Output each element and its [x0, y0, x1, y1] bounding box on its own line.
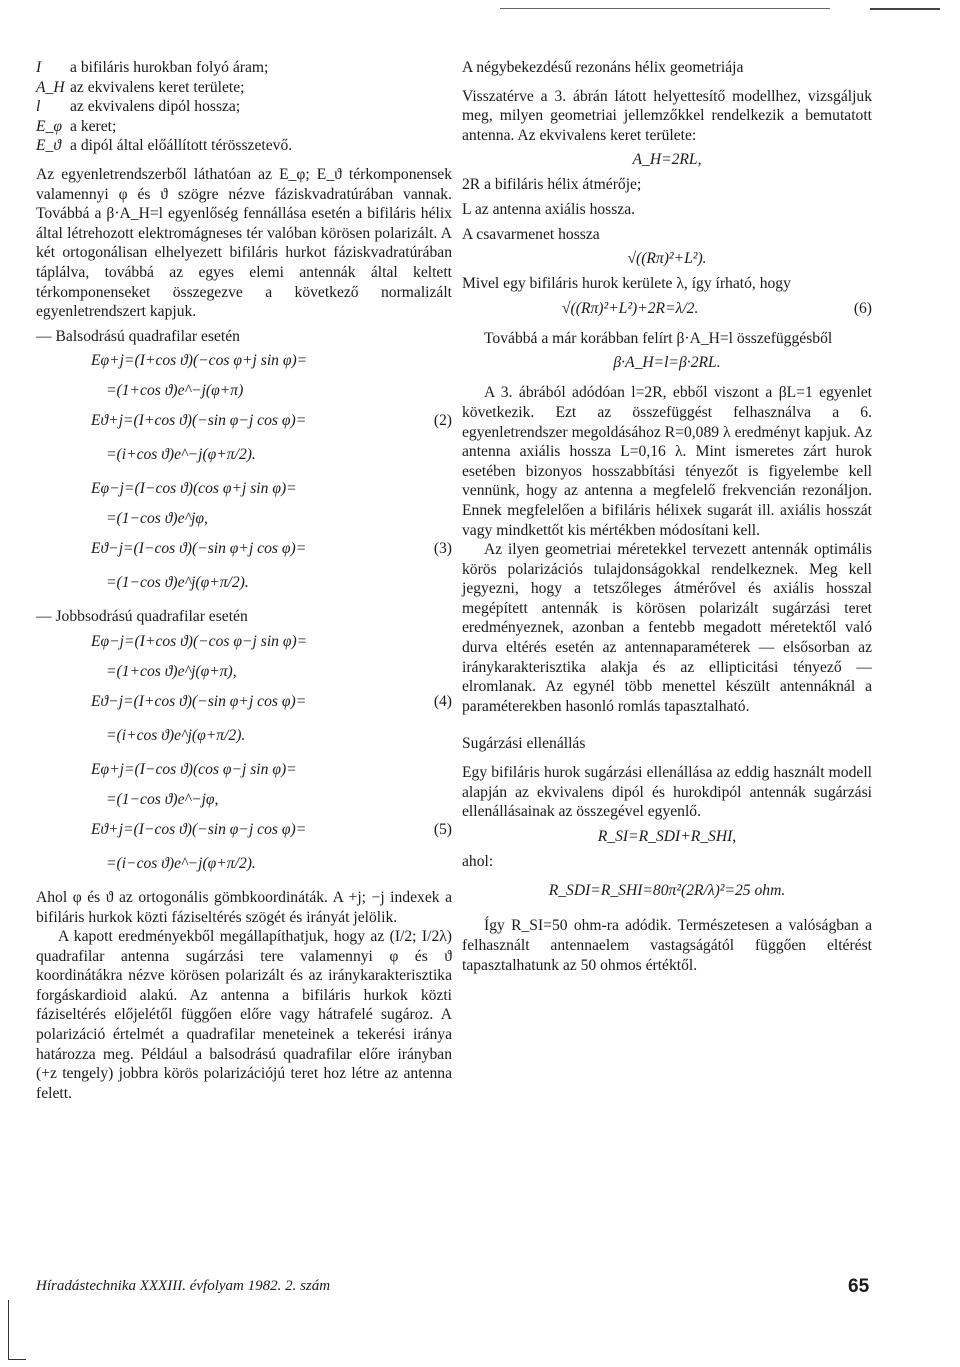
equation: =(1−cos ϑ)e^−jφ,: [106, 790, 219, 808]
crop-mark: [8, 1359, 26, 1360]
paragraph: Mivel egy bifiláris hurok kerülete λ, így írható, hogy: [462, 275, 791, 293]
symbol-row: [36, 78, 452, 98]
symbol-desc: az ekvivalens dipól hossza;: [70, 98, 241, 116]
paragraph: A 3. ábrából adódóan l=2R, ebből viszont a βL=1 egyenlet következik. Ezt az összefüggést felhasználva a 6. egyenletrendszer megoldásához R=0,089 λ eredményt kapjuk. Az antenna axiális hossza L=0,16 λ. Mint ismeretes zárt hurok esetében bizonyos hosszabbítási tényezőt is figyelembe kell vennünk, hogy az antenna a megfelelő frekvencián rezonáljon. Ennek megfelelően a bifiláris hélixek sugarát ill. axiális hosszát vagy mindkettőt kis mértékben módosítani kell.: [462, 384, 872, 539]
left-column: [36, 58, 452, 1103]
equation: Eφ+j=(I+cos ϑ)(−cos φ+j sin φ)=: [91, 352, 308, 370]
equation-number: (4): [433, 692, 452, 710]
symbol-desc: a dipól által előállított térösszetevő.: [70, 137, 293, 155]
symbol: l: [36, 98, 41, 116]
symbol: E_φ: [36, 117, 62, 135]
equation: =(1−cos ϑ)e^jφ,: [106, 510, 208, 528]
equation-number: (5): [433, 820, 452, 838]
paragraph: Az egyenletrendszerből láthatóan az E_φ; E_ϑ térkomponensek valamennyi φ és ϑ szögre nézve fáziskvadratúrában vannak. Továbbá a β·A_H=l egyenlőség fennállása esetén a bifiláris hélix által létrehozott elektromágneses tér valóban körösen polarizált. A két ortogonálisan elhelyezett bifiláris hurkot fáziskvadratúrában táplálva, továbbá az egyes elemi antennák által keltett térkomponenseket összegezve a következő normalizált egyenletrendszert kapjuk.: [36, 165, 452, 321]
paragraph: Így R_SI=50 ohm-ra adódik. Természetesen a valóságban a felhasznált antennaelem vastagságától függően eltérést tapasztalhatunk az 50 ohmos értéktől.: [462, 917, 872, 974]
symbol-desc: az ekvivalens keret területe;: [70, 78, 245, 96]
symbol-row: [36, 58, 452, 78]
subheading: — Jobbsodrású quadrafilar esetén: [36, 608, 248, 626]
equation: =(1+cos ϑ)e^−j(φ+π): [106, 382, 244, 400]
paragraph: A kapott eredményekből megállapíthatjuk, hogy az (I/2; I/2λ) quadrafilar antenna sugárzási tere valamennyi φ és ϑ koordinátákra nézve körösen polarizált és az iránykarakterisztika forgáskardioid alakú. Az antenna a bifiláris hurkok közti fáziseltérés előjelétől függően előre vagy hátrafelé sugároz. A polarizáció értelmét a quadrafilar meneteinek a tekerési iránya határozza meg. Például a balsodrású quadrafilar előre irányban (+z tengely) jobbra körös polarizációjú teret hoz létre az antenna felett.: [36, 928, 452, 1102]
equation-number: (3): [433, 540, 452, 558]
equation: =(i+cos ϑ)e^j(φ+π/2).: [106, 726, 246, 744]
header-rule: [500, 8, 830, 9]
crop-mark: [8, 1300, 9, 1360]
symbol-desc: a keret;: [70, 117, 117, 135]
equation: A_H=2RL,: [632, 151, 702, 169]
equation: =(1+cos ϑ)e^j(φ+π),: [106, 662, 237, 680]
paragraph: A csavarmenet hossza: [462, 225, 600, 243]
equation: √((Rπ)²+L²)+2R=λ/2. (6): [462, 294, 872, 324]
definition: 2R a bifiláris hélix átmérője;: [462, 176, 642, 194]
equation-number: (2): [433, 412, 452, 430]
header-rule-short: [870, 8, 940, 10]
equation: √((Rπ)²+L²).: [627, 250, 707, 268]
equation: Eϑ+j=(I−cos ϑ)(−sin φ−j cos φ)= (5): [36, 815, 452, 845]
symbol-row: [36, 97, 452, 117]
symbol: A_H: [36, 78, 65, 96]
equation: =(1−cos ϑ)e^j(φ+π/2).: [106, 574, 249, 592]
paragraph: Egy bifiláris hurok sugárzási ellenállása az eddig használt modell alapján az ekvivalens dipól és hurokdipól antennák sugárzási ellenállásainak az összegével egyenlő.: [462, 764, 872, 821]
subheading: — Balsodrású quadrafilar esetén: [36, 327, 240, 345]
paragraph: Továbbá a már korábban felírt β·A_H=l összefüggésből: [484, 329, 833, 347]
paragraph: Ahol φ és ϑ az ortogonális gömbkoordináták. A +j; −j indexek a bifiláris hurkok közti fáziseltérés szögét és irányát jelölik.: [36, 888, 452, 926]
right-column: [462, 58, 872, 975]
equation: Eφ−j=(I+cos ϑ)(−cos φ−j sin φ)=: [91, 632, 308, 650]
symbol-row: [36, 117, 452, 137]
journal-footer: Híradástechnika XXXIII. évfolyam 1982. 2. szám: [36, 1278, 331, 1294]
equation: =(i+cos ϑ)e^−j(φ+π/2).: [106, 446, 256, 464]
paragraph: Az ilyen geometriai méretekkel tervezett antennák optimális körös polarizációs tulajdonságokkal rendelkeznek. Meg kell jegyezni, hogy a tetszőleges átmérővel és axiális hosszal megépített antennák is körösen polarizált sugárzási teret eredményeznek, azonban a fentebb megadott méretektől való durva eltérés esetén az antennaparaméterek — elsősorban az iránykarakterisztika alakja és az ellipticitási tényező — elromlanak. Az egynél több menettel készült antennáknál a paraméterekben hasonló romlás tapasztalható.: [462, 541, 872, 715]
symbol: I: [36, 59, 42, 76]
equation: Eϑ−j=(I+cos ϑ)(−sin φ+j cos φ)= (4): [36, 687, 452, 717]
symbol-desc: a bifiláris hurokban folyó áram;: [70, 59, 269, 76]
equation-number: (6): [853, 299, 872, 317]
section-heading: Sugárzási ellenállás: [462, 735, 586, 753]
section-heading: A négybekezdésű rezonáns hélix geometriája: [462, 59, 744, 76]
equation: Eφ+j=(I−cos ϑ)(cos φ−j sin φ)=: [91, 760, 297, 778]
equation: Eφ−j=(I−cos ϑ)(cos φ+j sin φ)=: [91, 480, 297, 498]
equation: Eϑ−j=(I−cos ϑ)(−sin φ+j cos φ)= (3): [36, 534, 452, 564]
equation: R_SI=R_SDI+R_SHI,: [597, 827, 737, 845]
equation: =(i−cos ϑ)e^−j(φ+π/2).: [106, 854, 256, 872]
symbol: E_ϑ: [36, 137, 61, 155]
page-number: 65: [848, 1276, 870, 1297]
equation: β·A_H=l=β·2RL.: [613, 354, 721, 372]
equation: Eϑ+j=(I+cos ϑ)(−sin φ−j cos φ)= (2): [36, 406, 452, 436]
definition: L az antenna axiális hossza.: [462, 200, 636, 218]
equation: R_SDI=R_SHI=80π²(2R/λ)²=25 ohm.: [548, 882, 786, 900]
paragraph: Visszatérve a 3. ábrán látott helyettesítő modellhez, vizsgáljuk meg, milyen geometriai jellemzőkkel rendelkezik a bemutatott antenna. Az ekvivalens keret területe:: [462, 87, 872, 144]
symbol-row: [36, 136, 452, 156]
label-ahol: ahol:: [462, 852, 494, 870]
